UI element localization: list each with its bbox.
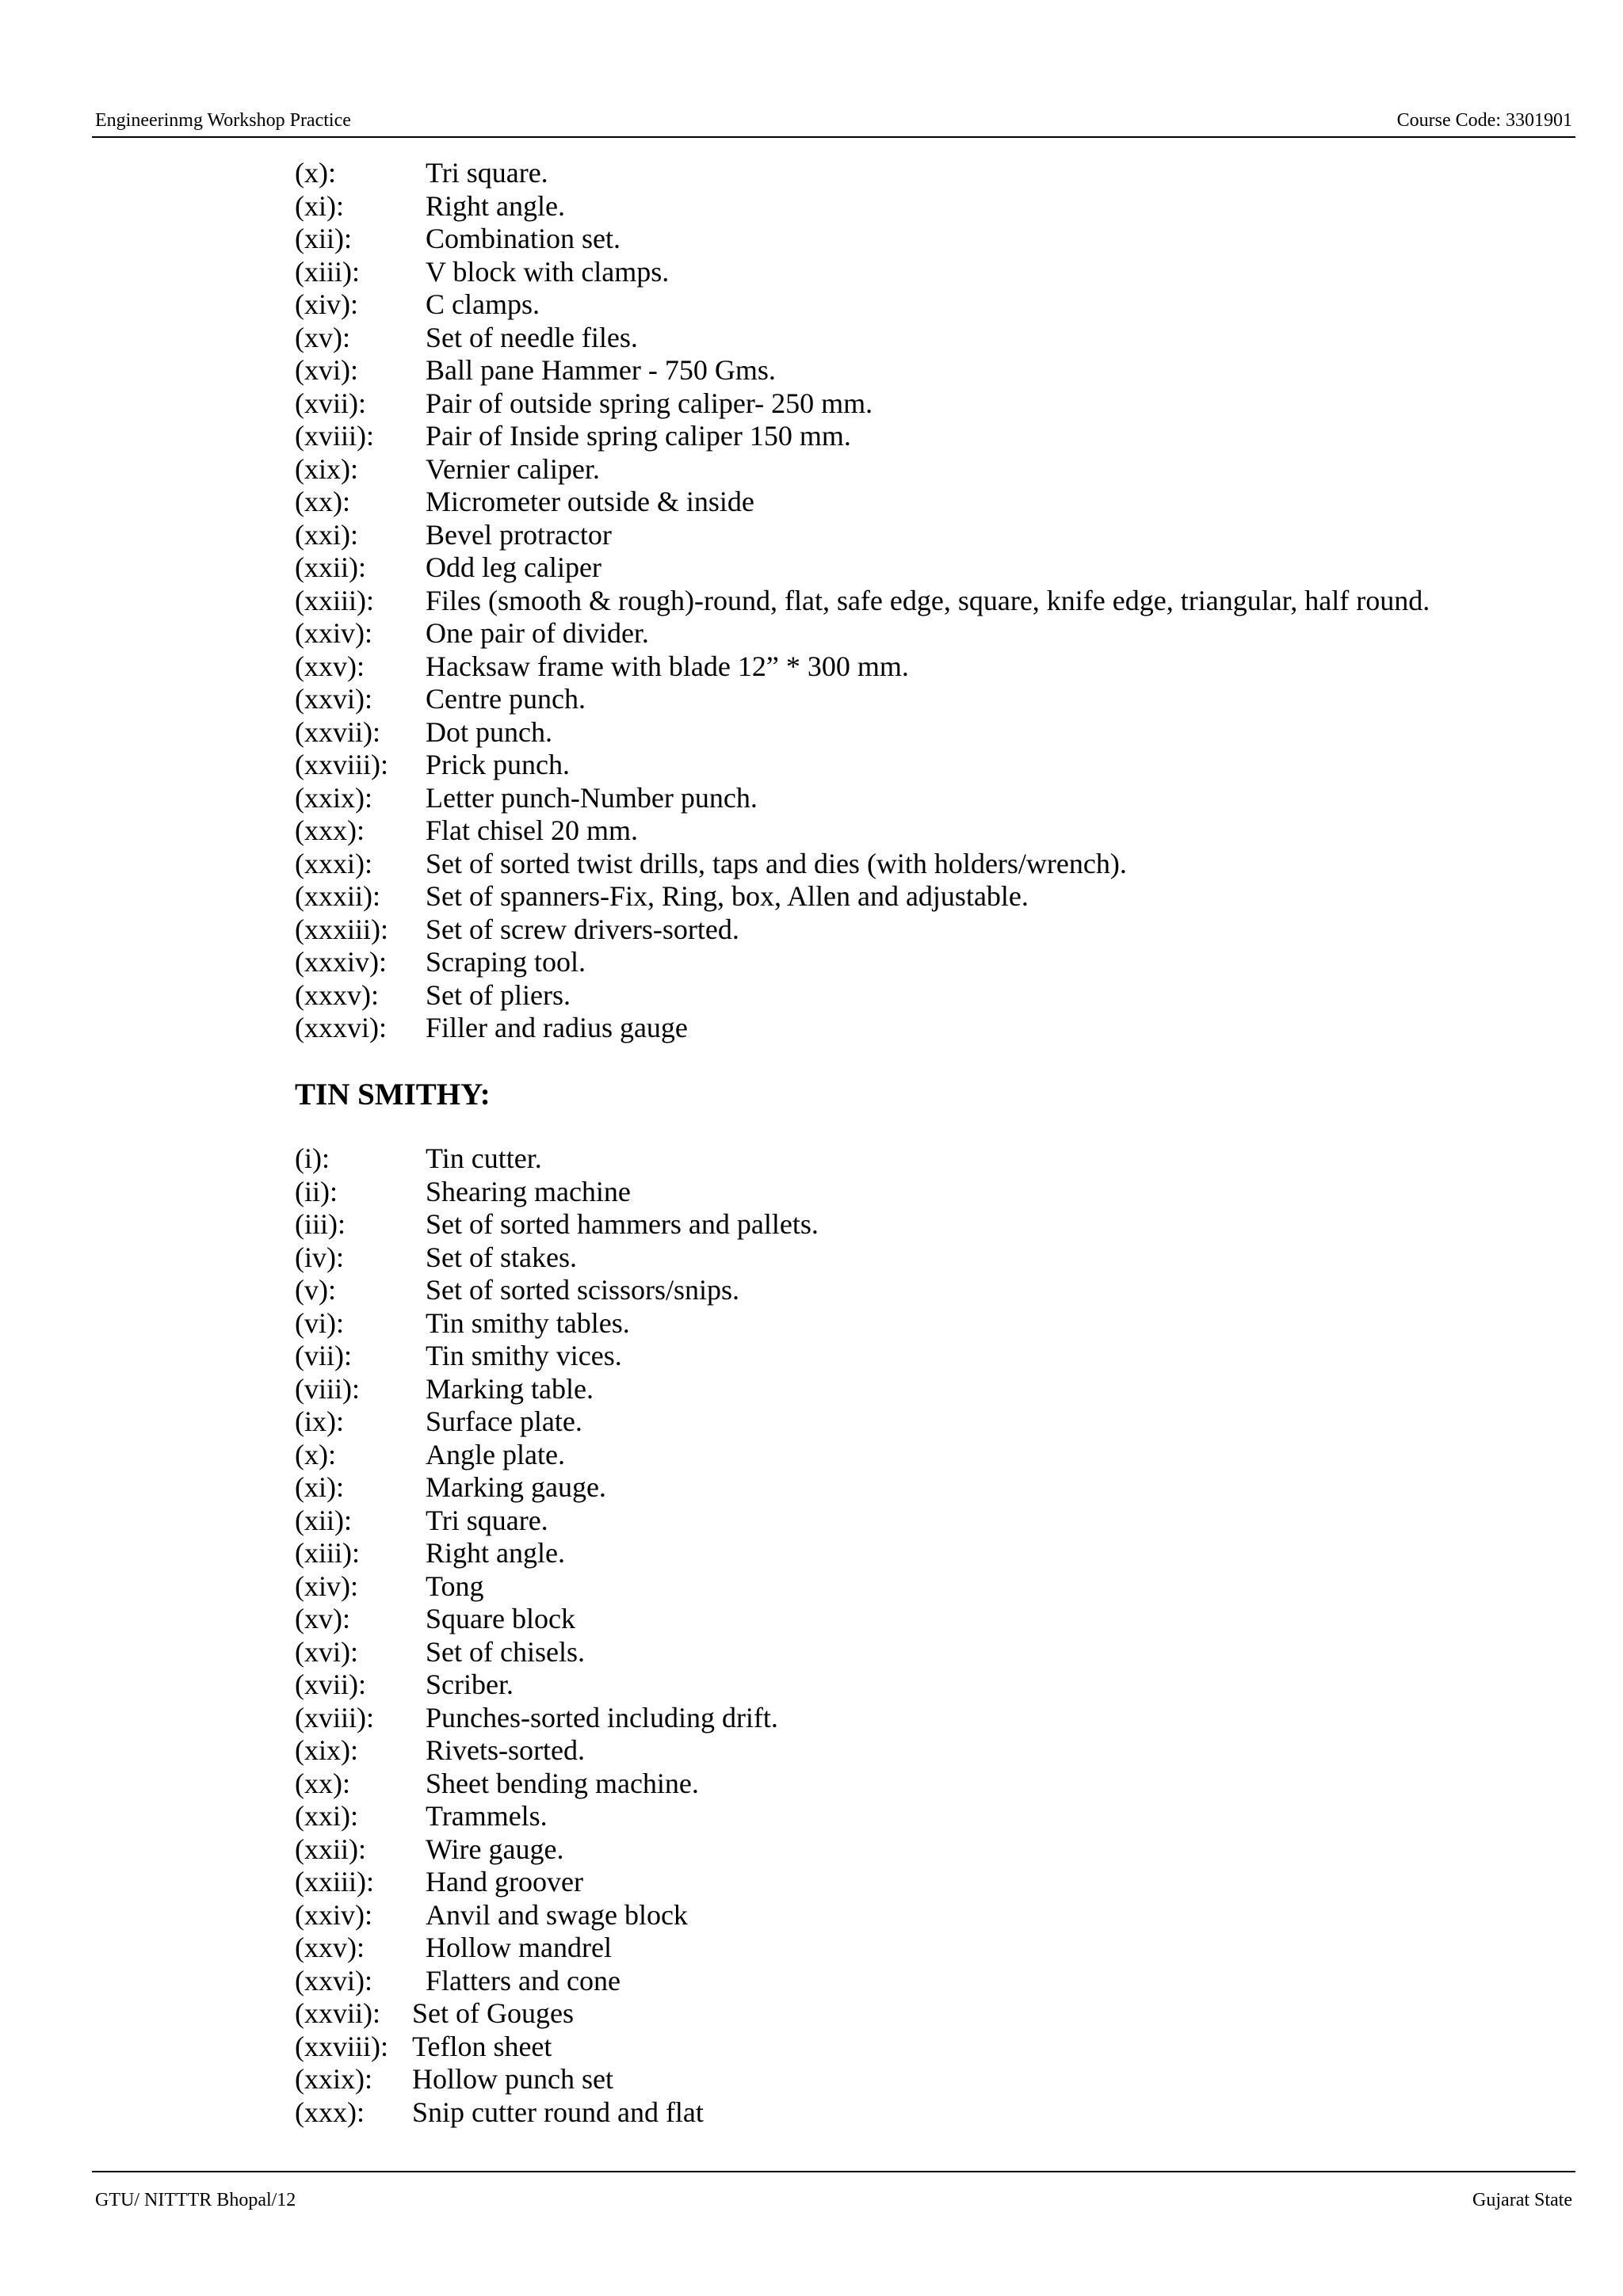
list-item (295, 420, 1430, 453)
list-item (295, 1866, 819, 1899)
item-number: (xxxvi): (295, 1012, 387, 1043)
item-number: (xxxi): (295, 847, 372, 879)
item-number: (xxxv): (295, 978, 379, 1011)
item-number: (xii): (295, 1504, 352, 1536)
item-text: Wire gauge. (426, 1833, 564, 1865)
list-item (295, 585, 1430, 618)
item-text: Teflon sheet (412, 2030, 552, 2062)
list-item (295, 190, 1430, 223)
item-text: Tin smithy tables. (426, 1306, 630, 1339)
list-item (295, 946, 1430, 979)
list-item (295, 1899, 819, 1932)
footer-page-ref: GTU/ NITTTR Bhopal/12 (95, 2190, 296, 2210)
item-text: Set of sorted twist drills, taps and dies (with holders/wrench). (426, 847, 1127, 879)
list-item (295, 486, 1430, 519)
list-item (295, 1307, 819, 1341)
item-text: Snip cutter round and flat (412, 2096, 704, 2128)
item-number: (xiv): (295, 1569, 358, 1602)
item-number: (xxviii): (295, 2030, 388, 2062)
equipment-list-continued (295, 157, 1430, 1045)
item-text: Tri square. (426, 157, 548, 189)
item-number: (xxv): (295, 650, 365, 682)
item-text: Filler and radius gauge (426, 1012, 688, 1043)
list-item (295, 453, 1430, 486)
item-text: Set of sorted hammers and pallets. (426, 1208, 819, 1240)
list-item (295, 2096, 819, 2130)
header-title: Engineerinmg Workshop Practice (95, 110, 351, 131)
list-item (295, 913, 1430, 947)
item-text: One pair of divider. (426, 617, 649, 649)
item-number: (xxvi): (295, 1964, 372, 1997)
item-text: Trammels. (426, 1800, 548, 1832)
item-number: (xxix): (295, 2063, 372, 2095)
item-text: Prick punch. (426, 749, 570, 780)
item-text: Anvil and swage block (426, 1898, 688, 1931)
item-number: (x): (295, 157, 336, 189)
item-number: (xxvii): (295, 1997, 380, 2029)
list-item (295, 322, 1430, 355)
item-number: (xiii): (295, 255, 360, 288)
item-number: (vi): (295, 1306, 344, 1339)
item-number: (ii): (295, 1175, 338, 1207)
list-item (295, 1241, 819, 1275)
item-number: (xxxiv): (295, 946, 387, 978)
item-text: Pair of Inside spring caliper 150 mm. (426, 420, 851, 452)
item-number: (xxi): (295, 1800, 358, 1832)
list-item (295, 749, 1430, 782)
item-text: Combination set. (426, 223, 621, 254)
item-text: Bevel protractor (426, 518, 612, 551)
item-number: (xv): (295, 1603, 350, 1634)
list-item (295, 1734, 819, 1768)
item-number: (xix): (295, 1734, 358, 1766)
item-text: Right angle. (426, 189, 565, 222)
item-text: Vernier caliper. (426, 452, 600, 485)
list-item (295, 387, 1430, 421)
item-number: (xvi): (295, 354, 358, 386)
item-text: Set of spanners-Fix, Ring, box, Allen and adjustable. (426, 880, 1029, 912)
list-item (295, 1570, 819, 1604)
item-text: Ball pane Hammer - 750 Gms. (426, 354, 776, 386)
item-number: (viii): (295, 1372, 360, 1405)
item-number: (i): (295, 1142, 330, 1174)
item-number: (iii): (295, 1208, 346, 1240)
list-item (295, 1636, 819, 1669)
item-number: (xxx): (295, 814, 365, 846)
list-item (295, 2063, 819, 2096)
item-number: (xiv): (295, 288, 358, 320)
item-text: Scriber. (426, 1669, 514, 1700)
list-item (295, 1471, 819, 1505)
item-text: Files (smooth & rough)-round, flat, safe edge, square, knife edge, triangular, half round. (426, 584, 1430, 616)
item-text: Tin smithy vices. (426, 1340, 622, 1371)
list-item (295, 223, 1430, 256)
item-text: Set of pliers. (426, 978, 571, 1011)
list-item (295, 354, 1430, 387)
page-header (92, 100, 1575, 138)
item-text: Hand groover (426, 1866, 583, 1897)
item-number: (xxii): (295, 551, 366, 583)
list-item (295, 1142, 819, 1176)
item-text: Flatters and cone (426, 1964, 621, 1997)
list-item (295, 880, 1430, 913)
list-item (295, 1833, 819, 1867)
item-text: C clamps. (426, 288, 540, 320)
item-number: (xxiv): (295, 617, 372, 649)
item-text: Letter punch-Number punch. (426, 781, 758, 814)
item-number: (xxvi): (295, 683, 372, 715)
item-text: Punches-sorted including drift. (426, 1701, 778, 1733)
item-text: Set of needle files. (426, 321, 638, 353)
list-item (295, 1800, 819, 1833)
item-number: (xxxii): (295, 880, 380, 912)
item-number: (xxix): (295, 781, 372, 814)
item-number: (vii): (295, 1340, 352, 1371)
list-item (295, 782, 1430, 815)
footer-state: Gujarat State (1472, 2190, 1572, 2210)
item-text: Dot punch. (426, 715, 552, 748)
item-number: (xix): (295, 452, 358, 485)
list-item (295, 1932, 819, 1965)
list-item (295, 1768, 819, 1801)
page-footer (92, 2171, 1575, 2211)
item-text: Right angle. (426, 1537, 565, 1569)
list-item (295, 1669, 819, 1702)
item-text: Angle plate. (426, 1438, 565, 1470)
item-number: (v): (295, 1274, 336, 1306)
tin-smithy-list (295, 1142, 819, 2129)
item-text: Tin cutter. (426, 1142, 542, 1174)
item-text: Sheet bending machine. (426, 1767, 699, 1799)
list-item (295, 256, 1430, 289)
item-text: Flat chisel 20 mm. (426, 814, 638, 846)
item-text: Micrometer outside & inside (426, 486, 754, 517)
list-item (295, 1012, 1430, 1045)
item-text: Square block (426, 1603, 575, 1634)
list-item (295, 1997, 819, 2031)
item-text: Marking gauge. (426, 1471, 606, 1503)
item-number: (iv): (295, 1241, 344, 1273)
item-number: (ix): (295, 1405, 344, 1437)
item-text: Set of Gouges (412, 1997, 574, 2029)
list-item (295, 1702, 819, 1735)
list-item (295, 1176, 819, 1209)
item-number: (xxiii): (295, 584, 374, 616)
list-item (295, 617, 1430, 650)
list-item (295, 519, 1430, 552)
item-text: Hollow punch set (412, 2063, 613, 2095)
item-text: Shearing machine (426, 1175, 631, 1207)
item-text: Hollow mandrel (426, 1932, 612, 1963)
item-number: (xvii): (295, 387, 366, 419)
list-item (295, 848, 1430, 881)
list-item (295, 2031, 819, 2064)
section-heading: TIN SMITHY: (295, 1077, 491, 1112)
item-text: Set of sorted scissors/snips. (426, 1274, 739, 1306)
item-text: Tri square. (426, 1504, 548, 1536)
item-number: (xxi): (295, 518, 358, 551)
item-number: (xviii): (295, 420, 374, 452)
item-number: (xxiii): (295, 1866, 374, 1897)
list-item (295, 157, 1430, 190)
item-text: Surface plate. (426, 1405, 582, 1437)
list-item (295, 979, 1430, 1013)
list-item (295, 1405, 819, 1439)
item-number: (xxvii): (295, 715, 380, 748)
item-number: (xii): (295, 223, 352, 254)
item-number: (xxv): (295, 1932, 365, 1963)
list-item (295, 683, 1430, 716)
item-number: (xx): (295, 486, 350, 517)
list-item (295, 650, 1430, 684)
item-number: (x): (295, 1438, 336, 1470)
item-number: (xxii): (295, 1833, 366, 1865)
item-text: Centre punch. (426, 683, 586, 715)
list-item (295, 716, 1430, 749)
item-number: (xv): (295, 321, 350, 353)
list-item (295, 1965, 819, 1998)
item-number: (xxx): (295, 2096, 365, 2128)
list-item (295, 551, 1430, 585)
item-text: V block with clamps. (426, 255, 670, 288)
item-text: Pair of outside spring caliper- 250 mm. (426, 387, 873, 419)
item-text: Set of chisels. (426, 1635, 585, 1668)
list-item (295, 288, 1430, 322)
item-text: Rivets-sorted. (426, 1734, 585, 1766)
list-item (295, 1603, 819, 1636)
item-number: (xxiv): (295, 1898, 372, 1931)
list-item (295, 1274, 819, 1307)
list-item (295, 1340, 819, 1373)
item-number: (xxviii): (295, 749, 388, 780)
item-number: (xviii): (295, 1701, 374, 1733)
list-item (295, 1373, 819, 1406)
item-number: (xi): (295, 1471, 344, 1503)
item-text: Hacksaw frame with blade 12” * 300 mm. (426, 650, 909, 682)
list-item (295, 1208, 819, 1241)
item-text: Scraping tool. (426, 946, 586, 978)
list-item (295, 1439, 819, 1472)
list-item (295, 1537, 819, 1570)
item-number: (xvii): (295, 1669, 366, 1700)
item-text: Odd leg caliper (426, 551, 601, 583)
item-text: Tong (426, 1569, 484, 1602)
item-number: (xx): (295, 1767, 350, 1799)
item-text: Marking table. (426, 1372, 594, 1405)
item-number: (xxxiii): (295, 913, 388, 945)
item-number: (xvi): (295, 1635, 358, 1668)
item-number: (xi): (295, 189, 344, 222)
item-text: Set of stakes. (426, 1241, 577, 1273)
item-number: (xiii): (295, 1537, 360, 1569)
list-item (295, 1505, 819, 1538)
list-item (295, 814, 1430, 848)
course-code: Course Code: 3301901 (1396, 110, 1572, 131)
item-text: Set of screw drivers-sorted. (426, 913, 739, 945)
